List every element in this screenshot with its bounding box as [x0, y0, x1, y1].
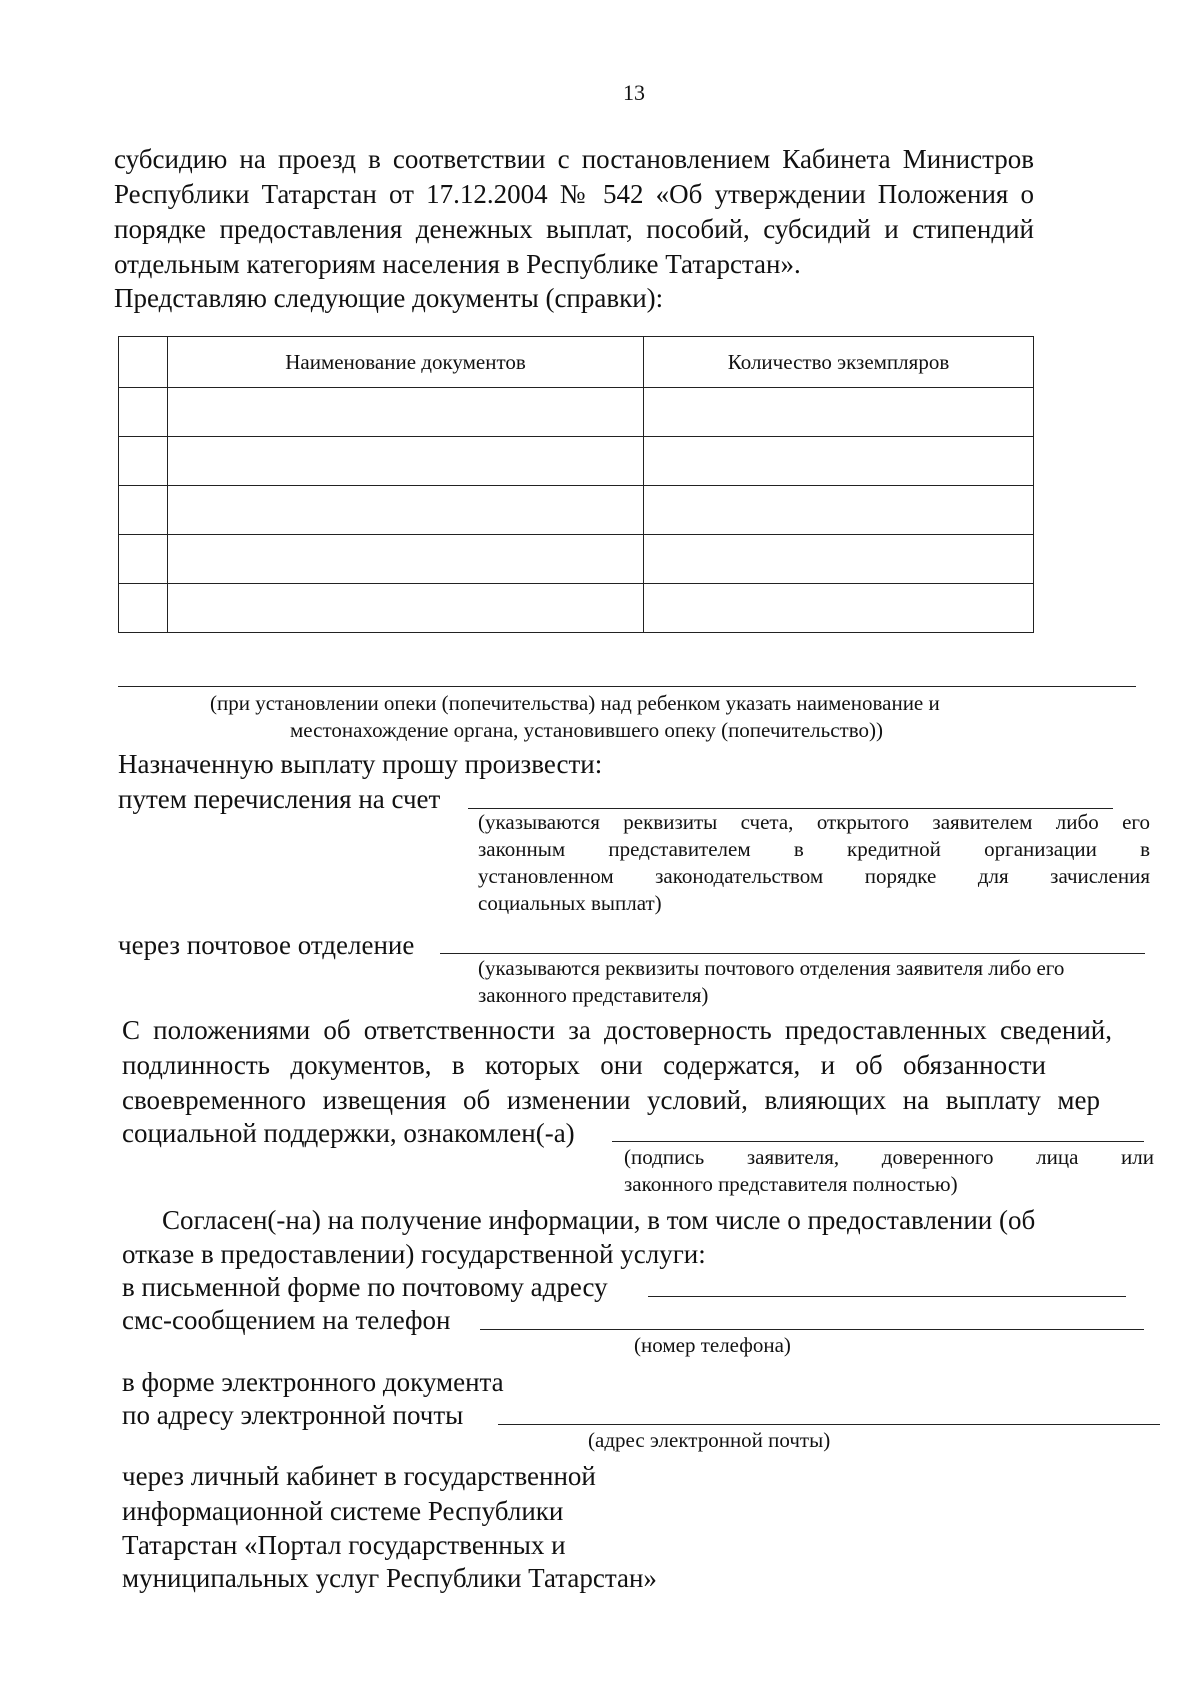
account-note-line-2: законным представителем в кредитной организации в — [478, 837, 1150, 861]
portal-line-3: Татарстан «Портал государственных и — [122, 1530, 566, 1560]
table-cell[interactable] — [119, 388, 168, 437]
table-row — [119, 486, 1034, 535]
table-cell[interactable] — [644, 486, 1034, 535]
post-note-line-1: (указываются реквизиты почтового отделения заявителя либо его — [478, 956, 1065, 980]
table-cell[interactable] — [119, 437, 168, 486]
consent-line-2: отказе в предоставлении) государственной услуги: — [122, 1239, 706, 1269]
page-number: 13 — [623, 80, 645, 105]
table-header-cell: Количество экземпляров — [644, 337, 1034, 388]
portal-line-1: через личный кабинет в государственной — [122, 1461, 596, 1491]
table-cell[interactable] — [168, 535, 644, 584]
table-header-cell: Наименование документов — [168, 337, 644, 388]
account-note-line-3: установленном законодательством порядке для зачисления — [478, 864, 1150, 888]
table-cell[interactable] — [644, 584, 1034, 633]
table-cell[interactable] — [644, 437, 1034, 486]
email-fill-line[interactable] — [498, 1424, 1160, 1425]
portal-line-4: муниципальных услуг Республики Татарстан» — [122, 1563, 657, 1593]
table-cell[interactable] — [168, 388, 644, 437]
table-cell[interactable] — [168, 486, 644, 535]
table-cell[interactable] — [644, 388, 1034, 437]
edoc-line-1: в форме электронного документа — [122, 1367, 504, 1397]
guardianship-note-line-2: местонахождение органа, установившего опеку (попечительство)) — [290, 718, 883, 742]
guardianship-fill-line[interactable] — [118, 686, 1136, 687]
consent-line-1: Согласен(-на) на получение информации, в том числе о предоставлении (об — [162, 1205, 1036, 1235]
table-cell[interactable] — [644, 535, 1034, 584]
signature-note-line-1: (подпись заявителя, доверенного лица или — [624, 1145, 1154, 1169]
signature-fill-line[interactable] — [612, 1141, 1144, 1142]
intro-line-3: порядке предоставления денежных выплат, пособий, субсидий и стипендий — [114, 214, 1034, 244]
table-row — [119, 535, 1034, 584]
table-cell[interactable] — [168, 437, 644, 486]
guardianship-note-line-1: (при установлении опеки (попечительства) над ребенком указать наименование и — [210, 691, 940, 715]
postal-address-fill-line[interactable] — [648, 1296, 1126, 1297]
sms-label: смс-сообщением на телефон — [122, 1305, 451, 1335]
documents-lead: Представляю следующие документы (справки): — [114, 283, 664, 313]
table-header-cell — [119, 337, 168, 388]
phone-note: (номер телефона) — [634, 1333, 791, 1357]
ack-line-3: своевременного извещения об изменении условий, влияющих на выплату мер — [122, 1085, 1100, 1115]
table-row — [119, 388, 1034, 437]
table-row — [119, 584, 1034, 633]
post-note-line-2: законного представителя) — [478, 983, 709, 1007]
signature-note-line-2: законного представителя полностью) — [624, 1172, 958, 1196]
table-header-row — [119, 337, 1034, 388]
table-row — [119, 437, 1034, 486]
email-label: по адресу электронной почты — [122, 1400, 464, 1430]
intro-line-4: отдельным категориям населения в Республике Татарстан». — [114, 249, 801, 279]
post-label: через почтовое отделение — [118, 930, 415, 960]
intro-line-1: субсидию на проезд в соответствии с постановлением Кабинета Министров — [114, 144, 1034, 174]
portal-line-2: информационной системе Республики — [122, 1496, 564, 1526]
account-note-line-4: социальных выплат) — [478, 891, 662, 915]
documents-table — [118, 336, 1034, 633]
postal-address-label: в письменной форме по почтовому адресу — [122, 1272, 608, 1302]
ack-line-1: С положениями об ответственности за достоверность предоставленных сведений, — [122, 1015, 1112, 1045]
table-cell[interactable] — [168, 584, 644, 633]
account-label: путем перечисления на счет — [118, 784, 441, 814]
phone-fill-line[interactable] — [480, 1329, 1144, 1330]
table-cell[interactable] — [119, 584, 168, 633]
table-cell[interactable] — [119, 535, 168, 584]
intro-line-2: Республики Татарстан от 17.12.2004 № 542 «Об утверждении Положения о — [114, 179, 1034, 209]
ack-line-4: социальной поддержки, ознакомлен(-а) — [122, 1118, 575, 1148]
ack-line-2: подлинность документов, в которых они содержатся, и об обязанности — [122, 1050, 1046, 1080]
table-cell[interactable] — [119, 486, 168, 535]
email-note: (адрес электронной почты) — [588, 1428, 831, 1452]
account-note-line-1: (указываются реквизиты счета, открытого заявителем либо его — [478, 810, 1150, 834]
payment-heading: Назначенную выплату прошу произвести: — [118, 749, 603, 779]
post-fill-line[interactable] — [440, 953, 1145, 954]
